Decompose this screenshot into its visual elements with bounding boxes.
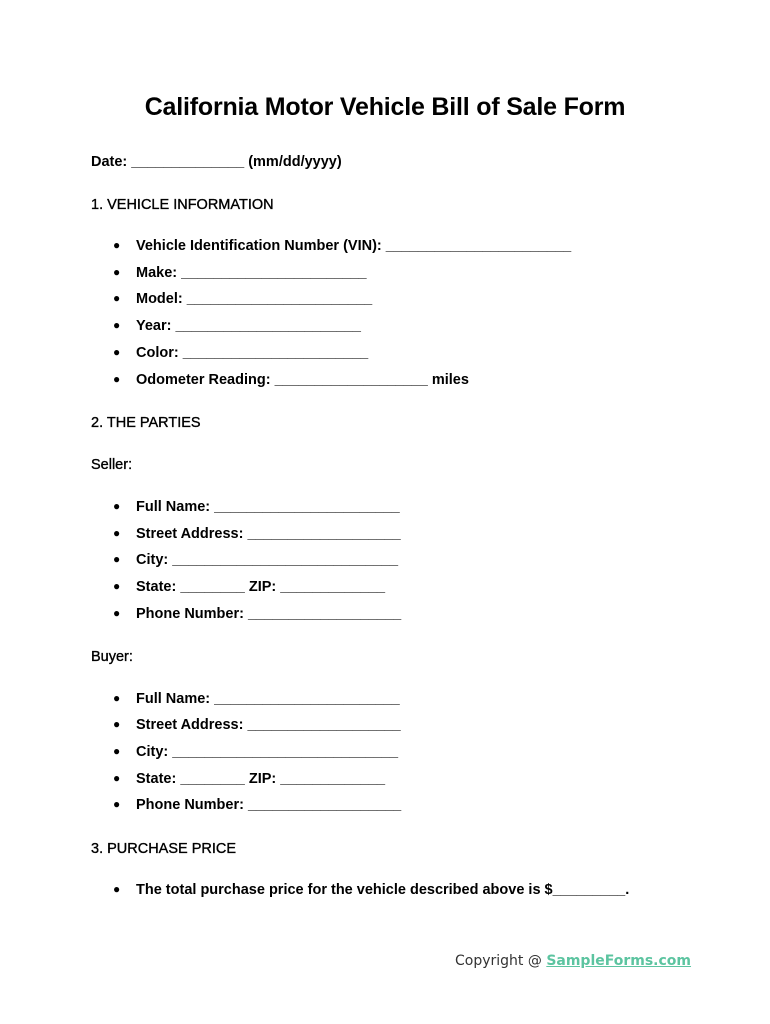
copyright-prefix: Copyright @ [455, 953, 547, 969]
buyer-state-zip-field[interactable] [113, 771, 385, 787]
make-field-label: Make: _______________________ [136, 265, 367, 281]
bullet-icon: ● [113, 318, 121, 332]
seller-street-address-field[interactable] [113, 526, 401, 542]
seller-city-field[interactable] [113, 552, 398, 568]
odometer-field[interactable] [113, 372, 469, 388]
buyer-state-zip-label: State: ________ ZIP: _____________ [136, 771, 386, 787]
date-field[interactable]: Date: ______________ (mm/dd/yyyy) [91, 154, 342, 170]
bullet-icon: ● [113, 499, 121, 513]
buyer-full-name-label: Full Name: _______________________ [136, 691, 400, 707]
buyer-label: Buyer: [91, 649, 133, 665]
bullet-icon: ● [113, 691, 121, 705]
model-field[interactable] [113, 291, 372, 307]
section-heading-price: 3. PURCHASE PRICE [91, 841, 237, 857]
bullet-icon: ● [113, 579, 121, 593]
color-field[interactable] [113, 345, 368, 361]
section-heading-parties: 2. THE PARTIES [91, 415, 201, 431]
odometer-field-label: Odometer Reading: ___________________ miles [136, 372, 469, 388]
copyright-footer [455, 953, 691, 969]
bullet-icon: ● [113, 717, 121, 731]
bullet-icon: ● [113, 372, 121, 386]
page-title: California Motor Vehicle Bill of Sale Form [144, 93, 626, 121]
bullet-icon: ● [113, 882, 121, 896]
purchase-price-label: The total purchase price for the vehicle described above is $_________. [136, 882, 630, 898]
bullet-icon: ● [113, 552, 121, 566]
buyer-phone-label: Phone Number: ___________________ [136, 797, 402, 813]
buyer-phone-field[interactable] [113, 797, 401, 813]
brand-link[interactable]: SampleForms.com [546, 953, 692, 969]
seller-city-label: City: ____________________________ [136, 552, 399, 568]
year-field[interactable] [113, 318, 361, 334]
make-field[interactable] [113, 265, 367, 281]
seller-state-zip-label: State: ________ ZIP: _____________ [136, 579, 386, 595]
seller-full-name-field[interactable] [113, 499, 400, 515]
seller-state-zip-field[interactable] [113, 579, 385, 595]
vin-field-label: Vehicle Identification Number (VIN): _______________________ [136, 238, 572, 254]
purchase-price-field[interactable] [113, 882, 629, 898]
seller-phone-field[interactable] [113, 606, 401, 622]
bullet-icon: ● [113, 345, 121, 359]
bullet-icon: ● [113, 797, 121, 811]
seller-phone-label: Phone Number: ___________________ [136, 606, 402, 622]
color-field-label: Color: _______________________ [136, 345, 369, 361]
bullet-icon: ● [113, 265, 121, 279]
buyer-city-field[interactable] [113, 744, 398, 760]
model-field-label: Model: _______________________ [136, 291, 373, 307]
year-field-label: Year: _______________________ [136, 318, 361, 334]
bullet-icon: ● [113, 526, 121, 540]
seller-label: Seller: [91, 457, 133, 473]
buyer-city-label: City: ____________________________ [136, 744, 399, 760]
vin-field[interactable] [113, 238, 571, 254]
buyer-street-address-label: Street Address: ___________________ [136, 717, 401, 733]
bullet-icon: ● [113, 238, 121, 252]
section-heading-vehicle: 1. VEHICLE INFORMATION [91, 197, 274, 213]
bullet-icon: ● [113, 606, 121, 620]
seller-full-name-label: Full Name: _______________________ [136, 499, 400, 515]
buyer-street-address-field[interactable] [113, 717, 401, 733]
bullet-icon: ● [113, 291, 121, 305]
bullet-icon: ● [113, 744, 121, 758]
buyer-full-name-field[interactable] [113, 691, 400, 707]
bullet-icon: ● [113, 771, 121, 785]
seller-street-address-label: Street Address: ___________________ [136, 526, 401, 542]
